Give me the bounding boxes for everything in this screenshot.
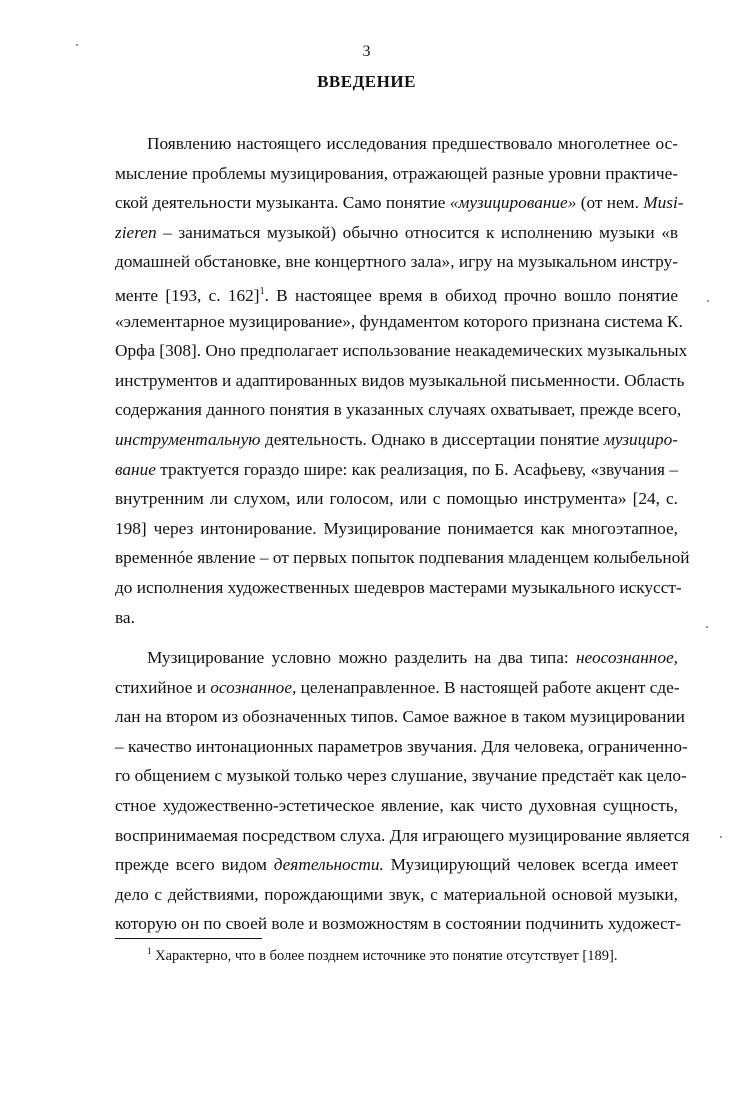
text-line: воспринимаемая посредством слуха. Для играющего музицирование является — [115, 825, 690, 845]
text-run: деятельность. Однако в диссертации понятие — [260, 429, 604, 449]
text-line: домашней обстановке, вне концертного зала», игру на музыкальном инстру- — [115, 252, 678, 272]
scan-speck — [720, 836, 722, 838]
text-run: (от нем. — [576, 193, 644, 213]
text-line: 198] через интонирование. Музицирование понимается как многоэтапное, — [115, 518, 678, 538]
text-line: мысление проблемы музицирования, отражающей разные уровни практиче- — [115, 163, 678, 183]
text-line — [115, 850, 678, 880]
text-line: стное художественно-эстетическое явление, как чисто духовная сущность, — [115, 796, 678, 816]
text-line: Орфа [308]. Оно предполагает использование неакадемических музыкальных — [115, 341, 688, 361]
italic-term: Musi- — [643, 193, 684, 213]
paragraph-1 — [115, 129, 690, 632]
text-line: Появлению настоящего исследования предшествовало многолетнее ос- — [147, 134, 678, 153]
italic-term: неосознанное, — [575, 648, 678, 668]
footnote-marker: 1 — [147, 946, 152, 956]
text-run: Музицирование условно можно разделить на два типа: — [147, 648, 576, 668]
text-line — [115, 218, 678, 248]
text-line — [115, 673, 678, 703]
italic-term: вание — [115, 459, 156, 479]
text-run: Музицирующий человек всегда имеет — [383, 855, 678, 875]
text-run: – заниматься музыкой) обычно относится к исполнению музыки «в — [156, 222, 678, 242]
text-line: лан на втором из обозначенных типов. Самое важное в таком музицировании — [115, 707, 685, 727]
text-line: – качество интонационных параметров звучания. Для человека, ограниченно- — [115, 736, 688, 756]
paragraph-gap — [115, 632, 678, 643]
italic-term: музициро- — [603, 429, 678, 449]
scan-speck — [706, 626, 708, 628]
body-text — [115, 129, 690, 939]
page-title: ВВЕДЕНИЕ — [317, 72, 416, 91]
text-run: прежде всего видом — [115, 855, 274, 875]
text-line: го общением с музыкой только через слушание, звучание предстаёт как цело- — [115, 766, 687, 786]
text-run: стихийное и — [115, 677, 211, 697]
text-run: . В настоящее время в обиход прочно вошло понятие — [264, 285, 678, 305]
footnote-text: Характерно, что в более позднем источнике это понятие отсутствует [189]. — [151, 948, 618, 964]
text-line: которую он по своей воле и возможностям в состоянии подчинить художест- — [115, 914, 682, 934]
paragraph-2 — [115, 643, 690, 939]
italic-term: zieren — [115, 222, 157, 242]
text-line — [115, 188, 684, 218]
text-line: инструментов и адаптированных видов музыкальной письменности. Область — [115, 370, 685, 390]
footnote-ref[interactable]: 1 — [259, 285, 265, 297]
scan-speck — [707, 300, 709, 302]
footnote-divider — [115, 938, 262, 939]
italic-term: инструментальную — [115, 429, 261, 449]
text-line: до исполнения художественных шедевров мастерами музыкального искусст- — [115, 577, 682, 597]
italic-term: «музицирование» — [449, 193, 577, 213]
text-run: ской деятельности музыканта. Само понятие — [115, 193, 450, 213]
text-line: временнóе явление – от первых попыток подпевания младенцем колыбельной — [115, 548, 690, 568]
text-line: содержания данного понятия в указанных случаях охватывает, прежде всего, — [115, 400, 682, 420]
text-line: внутренним ли слухом, или голосом, или с помощью инструмента» [24, с. — [115, 489, 678, 509]
text-run: целенаправленное. В настоящей работе акцент сде- — [296, 677, 680, 697]
italic-term: деятельности. — [273, 855, 384, 875]
text-line — [115, 643, 678, 673]
italic-term: осознанное, — [210, 677, 297, 697]
scan-speck — [76, 44, 78, 46]
page-number: 3 — [362, 43, 371, 60]
text-line: дело с действиями, порождающими звук, с материальной основой музыки, — [115, 884, 678, 904]
text-line: ва. — [115, 607, 135, 627]
text-line — [115, 277, 678, 307]
text-line — [115, 425, 678, 455]
text-run: трактуется гораздо шире: как реализация, по Б. Асафьеву, «звучания – — [155, 459, 678, 479]
text-line: «элементарное музицирование», фундаментом которого признана система К. — [115, 311, 683, 331]
text-run: менте [193, с. 162] — [115, 285, 260, 305]
text-line — [115, 455, 678, 485]
footnote — [147, 941, 687, 966]
